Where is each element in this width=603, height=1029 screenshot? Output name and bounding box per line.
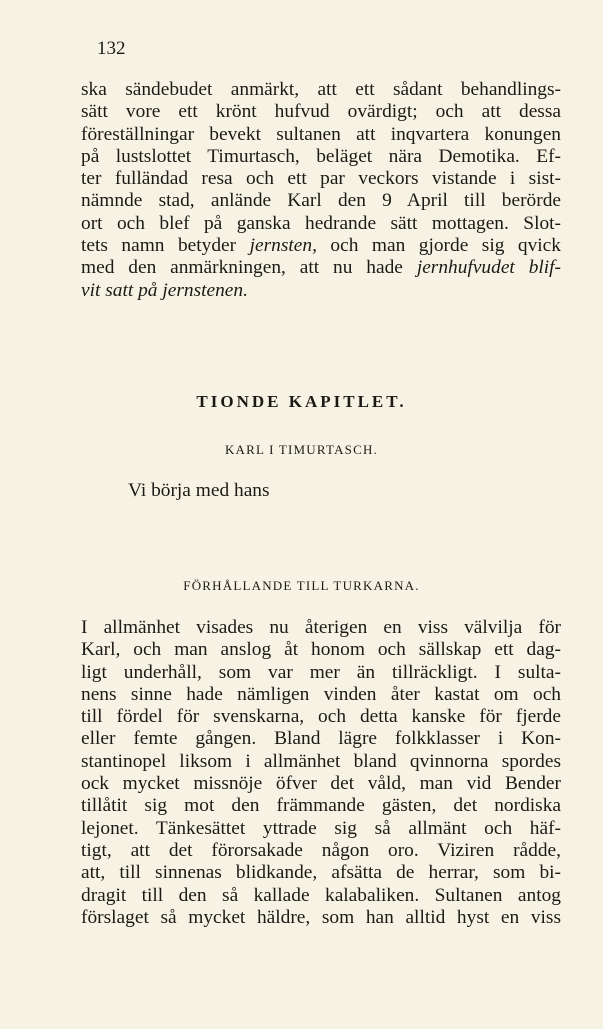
text-line: eller femte gången. Bland lägre folkklasser i Kon- (81, 728, 561, 750)
text-line: tigt, att det förorsakade någon oro. Viziren rådde, (81, 839, 561, 861)
text-fragment: med den anmärkningen, att nu hade (81, 257, 403, 279)
text-line: dragit till den så kallade kalabaliken. Sultanen antog (81, 884, 561, 906)
text-line: förslaget så mycket häldre, som han alltid hyst en viss (81, 906, 561, 928)
section-subline: Vi börja med hans (128, 480, 270, 501)
text-line: Karl, och man anslog åt honom och sällskap ett dag- (81, 639, 561, 661)
text-line: nens sinne hade nämligen vinden åter kastat om och (81, 683, 561, 705)
text-line (81, 280, 561, 302)
text-line (81, 235, 561, 257)
text-line (81, 257, 561, 279)
text-line: ligt underhåll, som var mer än tillräckligt. I sulta- (81, 661, 561, 683)
page-number: 132 (97, 38, 126, 59)
italic-fragment: vit satt på jernstenen. (81, 279, 248, 301)
chapter-title: TIONDE KAPITLET. (196, 392, 407, 411)
text-line: ock mycket missnöje öfver det våld, man vid Bender (81, 773, 561, 795)
text-line: nämnde stad, anlände Karl den 9 April till berörde (81, 190, 561, 212)
italic-fragment: jernsten, (249, 235, 317, 257)
section-title: KARL I TIMURTASCH. (224, 442, 379, 457)
text-line: sätt vore ett krönt hufvud ovärdigt; och att dessa (81, 101, 561, 123)
text-line: ska sändebudet anmärkt, att ett sådant behandlings- (81, 79, 561, 100)
paragraph-1 (81, 79, 561, 302)
text-line: lejonet. Tänkesättet yttrade sig så allmänt och häf- (81, 817, 561, 839)
text-line: I allmänhet visades nu återigen en viss välvilja för (81, 617, 561, 638)
text-line: ort och blef på ganska hedrande sätt mottagen. Slot- (81, 212, 561, 234)
text-line: tillåtit sig mot den främmande gästen, det nordiska (81, 795, 561, 817)
italic-fragment: jernhufvudet blif- (416, 257, 562, 279)
text-line: föreställningar bevekt sultanen att inqvartera konungen (81, 123, 561, 145)
text-line: ter fulländad resa och ett par veckors vistande i sist- (81, 168, 561, 190)
text-line: till fördel för svenskarna, och detta kanske för fjerde (81, 706, 561, 728)
text-fragment: och man gjorde sig qvick (330, 235, 561, 257)
text-line: stantinopel liksom i allmänhet bland qvinnorna spordes (81, 750, 561, 772)
text-line: att, till sinnenas blidkande, afsätta de herrar, som bi- (81, 862, 561, 884)
text-line: på lustslottet Timurtasch, beläget nära Demotika. Ef- (81, 145, 561, 167)
text-fragment: tets namn betyder (81, 235, 237, 257)
subsection-title: FÖRHÅLLANDE TILL TURKARNA. (183, 578, 420, 593)
paragraph-2 (81, 617, 561, 929)
